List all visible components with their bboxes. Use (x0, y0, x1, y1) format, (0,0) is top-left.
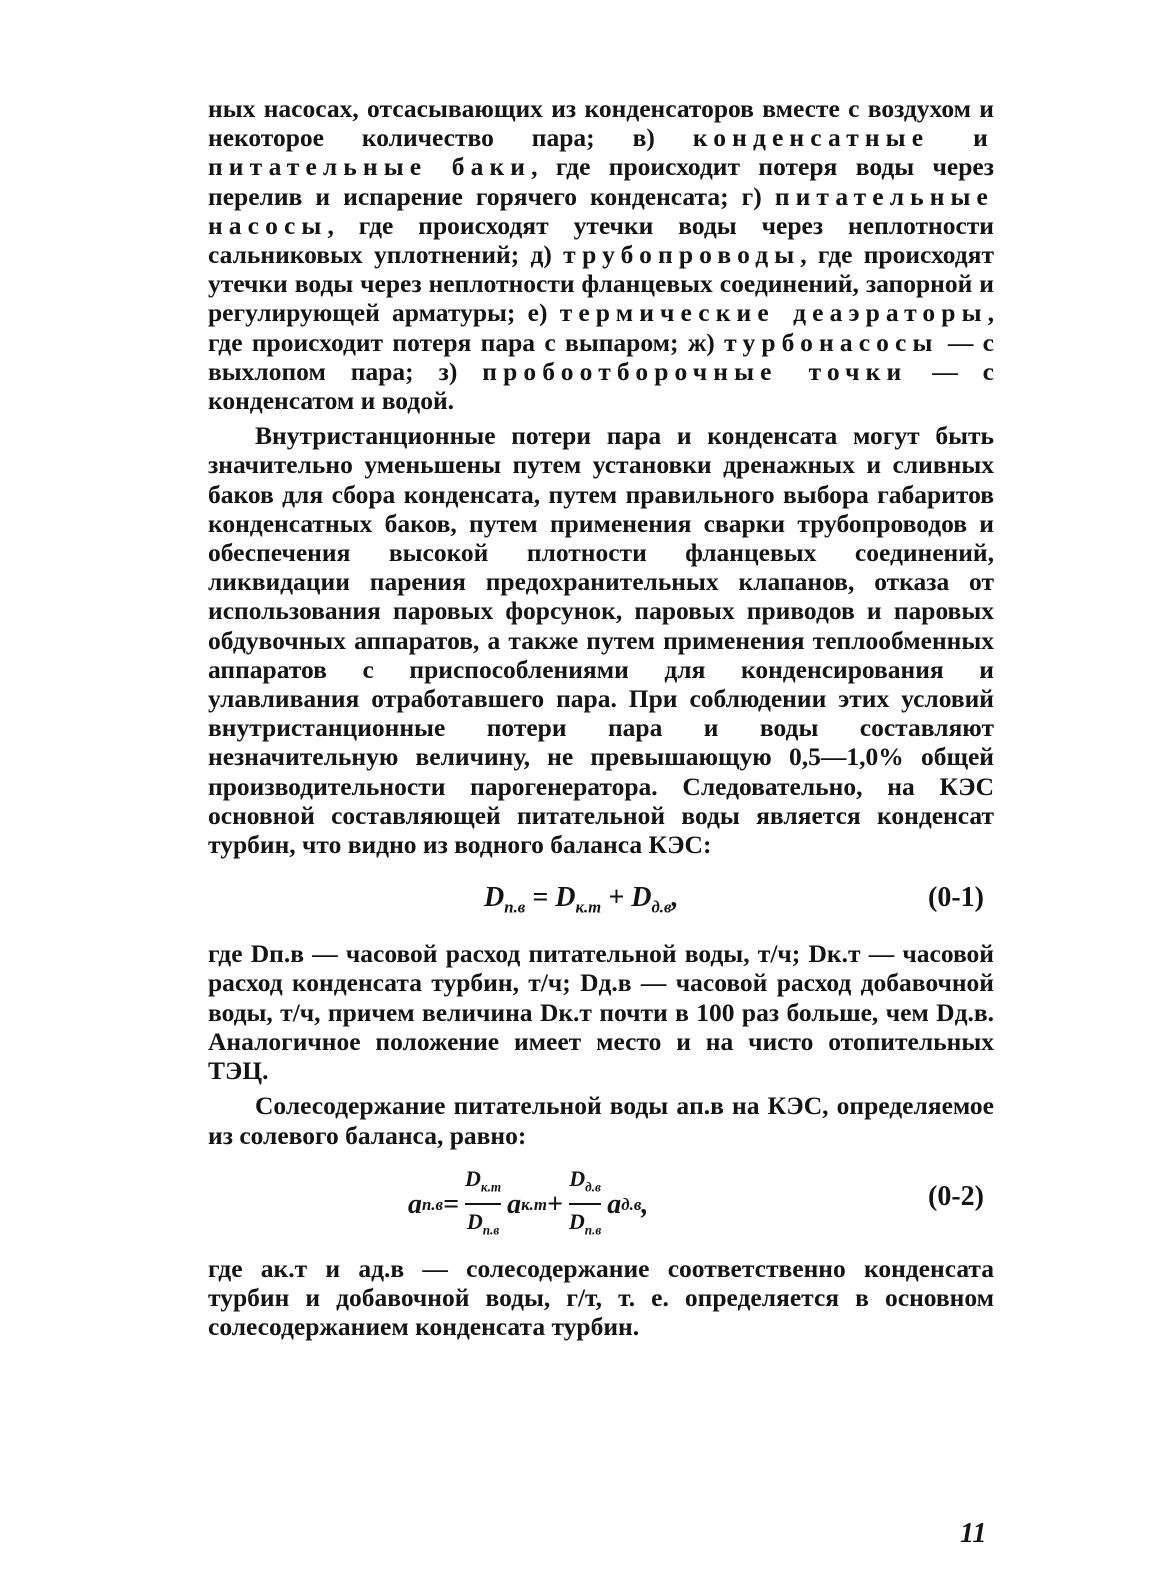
spaced-term: турбонасосы (724, 327, 939, 357)
formula-number: (0-2) (928, 1180, 984, 1212)
spaced-term: термические деаэраторы (559, 298, 988, 328)
spaced-term: пробоотборочные точки (482, 356, 908, 386)
paragraph-losses-list: ных насосах, отсасывающих из конденсаторов вместе с воздухом и некоторое количество пара; в) конденсатные и питательные баки, где происходит потеря воды через перелив и испарение горячего конденсата; г) питательные насосы, где происходят утечки воды через неплотности сальниковых уплотнений; д) трубопроводы, где происходят утечки воды через неплотности фланцевых соединений, запорной и регулирующей арматуры; е) термические деаэраторы, где происходит потеря пара с выпаром; ж) турбонасосы — с выхлопом пара; з) пробоотборочные точки — с конденсатом и водой. (208, 94, 995, 416)
paragraph-conclusion: где aк.т и aд.в — солесодержание соответственно конденсата турбин и добавочной воды, г/т, т. е. определяется в основном солесодержанием конденсата турбин. (208, 1253, 994, 1342)
fraction: $\frac{D_{д.в}}{D_{п.в}}$ (568, 1165, 602, 1238)
paragraph-definitions: где Dп.в — часовой расход питательной воды, т/ч; Dк.т — часовой расход конденсата турбин, т/ч; Dд.в — часовой расход добавочной воды, т/ч, причем величина Dк.т почти в 100 раз больше, чем Dд.в. Аналогичное положение имеет место и на чисто отопительных ТЭЦ. (208, 939, 994, 1086)
formula-expression: $D_{п.в} = D_{к.т} + D_{д.в}$, (484, 882, 679, 917)
main-text (208, 94, 994, 1341)
spaced-term: трубопроводы (563, 240, 801, 270)
page-number: 11 (960, 1518, 987, 1549)
spaced-term: конденсатные и питательные баки (208, 123, 994, 182)
formula-0-1 (208, 877, 994, 927)
formula-number: (0-1) (928, 882, 984, 914)
paragraph-salt-content: Солесодержание питательной воды aп.в на КЭС, определяемое из солевого баланса, равно: (208, 1091, 994, 1150)
paragraph-reduction: Внутристанционные потери пара и конденсата могут быть значительно уменьшены путем установки дренажных и сливных баков для сбора конденсата, путем правильного выбора габаритов конденсатных баков, путем применения сварки трубопроводов и обеспечения высокой плотности фланцевых соединений, ликвидации парения предохранительных клапанов, отказа от использования паровых форсунок, паровых приводов и паровых обдувочных аппаратов, а также путем применения теплообменных аппаратов с приспособлениями для конденсирования и улавливания отработавшего пара. При соблюдении этих условий внутристанционные потери пара и воды составляют незначительную величину, не превышающую 0,5—1,0% общей производительности парогенератора. Следовательно, на КЭС основной составляющей питательной воды является конденсат турбин, что видно из водного баланса КЭС: (208, 421, 994, 860)
formula-0-2 (208, 1164, 994, 1238)
spaced-term: питательные насосы (208, 181, 994, 240)
fraction: $\frac{D_{к.т}}{D_{п.в}}$ (465, 1165, 502, 1238)
formula-expression: a п.в = $\frac{D_{к.т}}{D_{п.в}}$ a к.т + $\frac{D_{д.в}}{D_{п.в}}$ a д.в , (408, 1164, 648, 1245)
